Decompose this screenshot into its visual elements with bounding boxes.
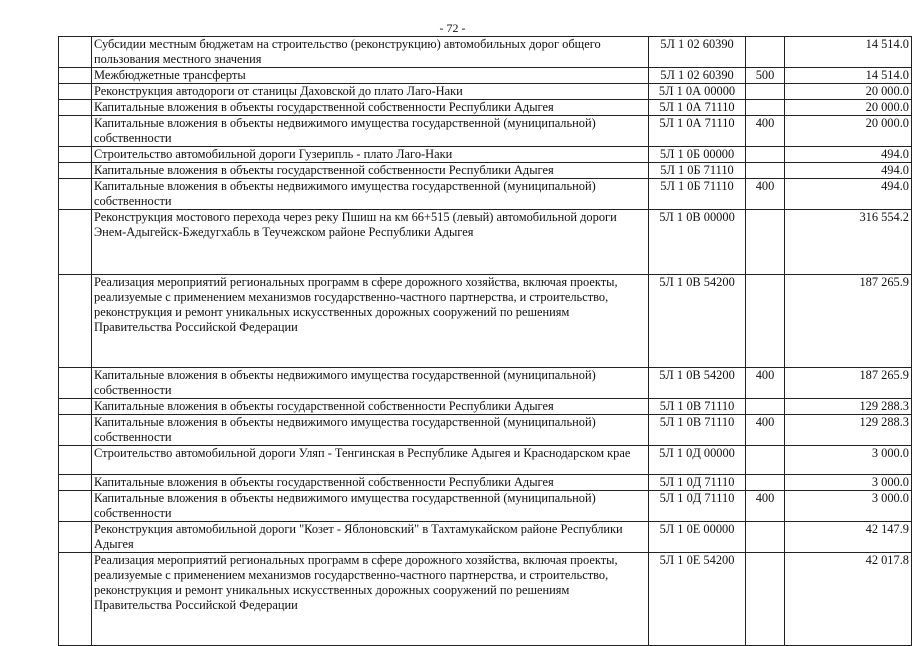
row-blank-cell <box>59 399 92 415</box>
row-blank-cell <box>59 491 92 522</box>
row-expense-type <box>746 147 785 163</box>
table-row <box>59 68 912 84</box>
row-blank-cell <box>59 553 92 646</box>
row-name: Капитальные вложения в объекты недвижимого имущества государственной (муниципальной) собственности <box>92 415 649 446</box>
row-name: Капитальные вложения в объекты государственной собственности Республики Адыгея <box>92 399 649 415</box>
row-code: 5Л 1 0Д 71110 <box>649 475 746 491</box>
row-code: 5Л 1 0Е 54200 <box>649 553 746 646</box>
row-blank-cell <box>59 475 92 491</box>
table-row <box>59 553 912 646</box>
row-blank-cell <box>59 37 92 68</box>
row-code: 5Л 1 0В 00000 <box>649 210 746 275</box>
table-row <box>59 84 912 100</box>
row-code: 5Л 1 0В 54200 <box>649 275 746 368</box>
row-code: 5Л 1 0Б 71110 <box>649 163 746 179</box>
table-row <box>59 275 912 368</box>
row-name: Капитальные вложения в объекты недвижимого имущества государственной (муниципальной) собственности <box>92 179 649 210</box>
row-amount: 316 554.2 <box>785 210 912 275</box>
row-expense-type: 400 <box>746 491 785 522</box>
row-blank-cell <box>59 147 92 163</box>
row-code: 5Л 1 0Д 71110 <box>649 491 746 522</box>
row-blank-cell <box>59 446 92 475</box>
row-amount: 14 514.0 <box>785 37 912 68</box>
row-expense-type <box>746 37 785 68</box>
row-expense-type <box>746 163 785 179</box>
row-amount: 129 288.3 <box>785 415 912 446</box>
table-row <box>59 475 912 491</box>
row-amount: 187 265.9 <box>785 368 912 399</box>
row-amount: 20 000.0 <box>785 116 912 147</box>
row-blank-cell <box>59 116 92 147</box>
row-name: Реконструкция автомобильной дороги "Козет - Яблоновский" в Тахтамукайском районе Республики Адыгея <box>92 522 649 553</box>
table-row <box>59 399 912 415</box>
row-name: Капитальные вложения в объекты государственной собственности Республики Адыгея <box>92 100 649 116</box>
table-row <box>59 37 912 68</box>
row-amount: 494.0 <box>785 179 912 210</box>
row-amount: 3 000.0 <box>785 446 912 475</box>
row-code: 5Л 1 0Е 00000 <box>649 522 746 553</box>
row-amount: 20 000.0 <box>785 100 912 116</box>
row-name: Реализация мероприятий региональных программ в сфере дорожного хозяйства, включая проекты, реализуемые с применением механизмов государственно-частного партнерства, и строительство, реконструкция и ремонт уникальных искусственных дорожных сооружений по решениям Правительства Российской Федерации <box>92 275 649 368</box>
table-row <box>59 100 912 116</box>
table-row <box>59 446 912 475</box>
row-amount: 129 288.3 <box>785 399 912 415</box>
row-amount: 42 017.8 <box>785 553 912 646</box>
budget-table-body <box>59 37 912 646</box>
row-expense-type <box>746 475 785 491</box>
table-row <box>59 210 912 275</box>
table-row <box>59 179 912 210</box>
table-row <box>59 415 912 446</box>
row-expense-type <box>746 553 785 646</box>
row-expense-type: 400 <box>746 116 785 147</box>
row-blank-cell <box>59 522 92 553</box>
row-expense-type <box>746 100 785 116</box>
table-row <box>59 147 912 163</box>
row-code: 5Л 1 0В 71110 <box>649 399 746 415</box>
row-expense-type <box>746 522 785 553</box>
row-name: Межбюджетные трансферты <box>92 68 649 84</box>
row-code: 5Л 1 0Б 71110 <box>649 179 746 210</box>
row-amount: 3 000.0 <box>785 475 912 491</box>
row-blank-cell <box>59 68 92 84</box>
row-name: Капитальные вложения в объекты недвижимого имущества государственной (муниципальной) собственности <box>92 368 649 399</box>
row-blank-cell <box>59 100 92 116</box>
row-expense-type <box>746 275 785 368</box>
row-blank-cell <box>59 368 92 399</box>
row-name: Капитальные вложения в объекты государственной собственности Республики Адыгея <box>92 163 649 179</box>
row-blank-cell <box>59 415 92 446</box>
row-amount: 494.0 <box>785 147 912 163</box>
table-row <box>59 368 912 399</box>
table-row <box>59 163 912 179</box>
page-number: - 72 - <box>439 21 466 35</box>
row-amount: 187 265.9 <box>785 275 912 368</box>
row-amount: 20 000.0 <box>785 84 912 100</box>
row-name: Реконструкция мостового перехода через реку Пшиш на км 66+515 (левый) автомобильной дороги Энем-Адыгейск-Бжедугхабль в Теучежском районе Республики Адыгея <box>92 210 649 275</box>
row-amount: 42 147.9 <box>785 522 912 553</box>
row-name: Субсидии местным бюджетам на строительство (реконструкцию) автомобильных дорог общего пользования местного значения <box>92 37 649 68</box>
row-code: 5Л 1 0Б 00000 <box>649 147 746 163</box>
row-code: 5Л 1 0В 54200 <box>649 368 746 399</box>
row-code: 5Л 1 0А 71110 <box>649 116 746 147</box>
row-blank-cell <box>59 210 92 275</box>
row-blank-cell <box>59 84 92 100</box>
row-amount: 14 514.0 <box>785 68 912 84</box>
row-name: Капитальные вложения в объекты недвижимого имущества государственной (муниципальной) собственности <box>92 116 649 147</box>
row-name: Строительство автомобильной дороги Уляп - Тенгинская в Республике Адыгея и Краснодарском крае <box>92 446 649 475</box>
row-code: 5Л 1 0Д 00000 <box>649 446 746 475</box>
row-expense-type: 400 <box>746 415 785 446</box>
row-expense-type: 400 <box>746 179 785 210</box>
row-amount: 494.0 <box>785 163 912 179</box>
budget-table <box>58 36 912 646</box>
row-code: 5Л 1 0А 00000 <box>649 84 746 100</box>
row-name: Капитальные вложения в объекты недвижимого имущества государственной (муниципальной) собственности <box>92 491 649 522</box>
row-name: Реконструкция автодороги от станицы Даховской до плато Лаго-Наки <box>92 84 649 100</box>
row-amount: 3 000.0 <box>785 491 912 522</box>
row-name: Строительство автомобильной дороги Гузерипль - плато Лаго-Наки <box>92 147 649 163</box>
row-expense-type: 400 <box>746 368 785 399</box>
row-blank-cell <box>59 179 92 210</box>
row-code: 5Л 1 0А 71110 <box>649 100 746 116</box>
table-row <box>59 116 912 147</box>
row-expense-type <box>746 446 785 475</box>
row-expense-type: 500 <box>746 68 785 84</box>
row-expense-type <box>746 399 785 415</box>
row-code: 5Л 1 02 60390 <box>649 68 746 84</box>
row-blank-cell <box>59 275 92 368</box>
row-code: 5Л 1 02 60390 <box>649 37 746 68</box>
table-row <box>59 522 912 553</box>
row-blank-cell <box>59 163 92 179</box>
row-code: 5Л 1 0В 71110 <box>649 415 746 446</box>
row-name: Реализация мероприятий региональных программ в сфере дорожного хозяйства, включая проекты, реализуемые с применением механизмов государственно-частного партнерства, и строительство, реконструкция и ремонт уникальных искусственных дорожных сооружений по решениям Правительства Российской Федерации <box>92 553 649 646</box>
row-expense-type <box>746 210 785 275</box>
table-row <box>59 491 912 522</box>
row-expense-type <box>746 84 785 100</box>
row-name: Капитальные вложения в объекты государственной собственности Республики Адыгея <box>92 475 649 491</box>
